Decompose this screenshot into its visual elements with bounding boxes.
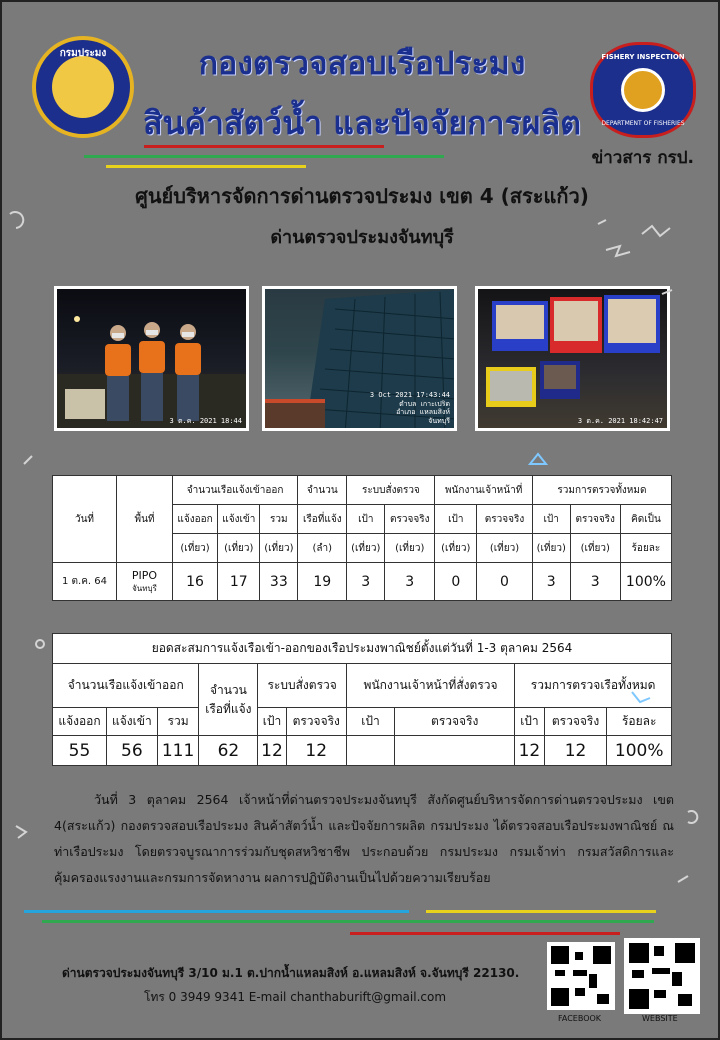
facebook-qr-label: FACEBOOK [558,1014,602,1023]
table-header-count: จำนวน [298,476,347,505]
table-subheader: รวม [260,505,298,534]
table-unit: (ลำ) [298,534,347,563]
row-value: 19 [298,563,347,601]
table-header-total: รวมการตรวจเรือทั้งหมด [515,664,672,708]
checkpoint-title: ด่านตรวจประมงจันทบุรี [270,227,454,248]
stamp-district: อำเภอ แหลมสิงห์ [396,408,450,417]
row-value: 111 [157,736,199,766]
row-value: 16 [173,563,218,601]
table-subheader: ตรวจจริง [477,505,533,534]
table-subheader: ร้อยละ [607,708,672,736]
report-paragraph-text: วันที่ 3 ตุลาคม 2564 เจ้าหน้าที่ด่านตรวจประมงจันทบุรี สังกัดศูนย์บริหารจัดการด่านตรวจประมง เขต 4(สระแก้ว) กองตรวจสอบเรือประมง สินค้าสัตว์น้ำ และปัจจัยการผลิต กรมประมง ได้ตรวจสอบเรือประมงพาณิชย์ ณ ท่าเรือประมง โดยตรวจบูรณาการร่วมกับชุดสหวิชาชีพ ประกอบด้วย กรมประมง กรมเจ้าท่า กรมสวัสดิการและคุ้มครองแรงงานและกรมการจัดหางาน ผลการปฏิบัติงานเป็นไปด้วยความเรียบร้อย [54,792,674,885]
table-unit: (เที่ยว) [173,534,218,563]
stamp-subdistrict: ตำบล เกาะเปริด [399,399,450,408]
row-value: 3 [570,563,620,601]
table-subheader: รวม [157,708,199,736]
page-title-line1: กองตรวจสอบเรือประมง [198,44,526,82]
table-subheader: แจ้งออก [53,708,107,736]
footer-address: ด่านตรวจประมงจันทบุรี 3/10 ม.1 ต.ปากน้ำแหลมสิงห์ อ.แหลมสิงห์ จ.จันทบุรี 22130. [62,966,520,980]
page-title-line2: สินค้าสัตว์น้ำ และปัจจัยการผลิต [143,104,581,142]
row-date: 1 ต.ค. 64 [53,563,117,601]
logo-left-text: กรมประมง [59,48,107,59]
row-value: 0 [477,563,533,601]
table-header-boats: จำนวนเรือแจ้งเข้าออก [53,664,199,708]
footer-contact: โทร 0 3949 9341 E-mail chanthaburift@gmail.com [144,990,447,1004]
table-unit: (เที่ยว) [347,534,385,563]
table-subheader: แจ้งเข้า [107,708,158,736]
website-qr-label: WEBSITE [642,1014,678,1023]
row-value: 3 [347,563,385,601]
table-subheader: แจ้งออก [173,505,218,534]
table-header-area: พื้นที่ [117,476,173,563]
row-value: 56 [107,736,158,766]
table-subheader: ตรวจจริง [395,708,515,736]
center-title: ศูนย์บริหารจัดการด่านตรวจประมง เขต 4 (สระแก้ว) [135,184,589,208]
table-subheader: เรือที่แจ้ง [298,505,347,534]
table-header-boats: จำนวนเรือแจ้งเข้าออก [173,476,298,505]
table-subheader: ตรวจจริง [385,505,435,534]
table-subheader: ตรวจจริง [286,708,346,736]
table-header-system: ระบบสั่งตรวจ [347,476,435,505]
photo-timestamp: 3 ต.ค. 2021 18:44 [169,416,242,425]
table-subheader: เป้า [347,505,385,534]
table-unit: (เที่ยว) [385,534,435,563]
table-unit: (เที่ยว) [435,534,477,563]
table-subheader: ตรวจจริง [544,708,607,736]
table-unit: (เที่ยว) [218,534,260,563]
table-subheader: เป้า [346,708,394,736]
table-unit: ร้อยละ [620,534,671,563]
row-value: 100% [620,563,671,601]
table-subheader: เป้า [532,505,570,534]
row-value: 3 [532,563,570,601]
stamp-date: 3 Oct 2021 17:43:44 [369,391,450,400]
news-label: ข่าวสาร กรป. [591,148,694,168]
row-value: 100% [607,736,672,766]
table-header-system: ระบบสั่งตรวจ [258,664,346,708]
row-value: 12 [258,736,286,766]
row-value: 3 [385,563,435,601]
table-unit: (เที่ยว) [532,534,570,563]
cumulative-table-title: ยอดสะสมการแจ้งเรือเข้า-ออกของเรือประมงพาณิชย์ตั้งแต่วันที่ 1-3 ตุลาคม 2564 [53,634,672,664]
decorative-shapes [2,2,720,1040]
row-value: 12 [286,736,346,766]
table-header-officer: พนักงานเจ้าหน้าที่ [435,476,532,505]
table-subheader: ตรวจจริง [570,505,620,534]
table-subheader: คิดเป็น [620,505,671,534]
table-unit: (เที่ยว) [260,534,298,563]
table-subheader: เป้า [258,708,286,736]
row-value: 62 [199,736,258,766]
table-subheader: เป้า [515,708,544,736]
table-header-count: จำนวน เรือที่แจ้ง [199,664,258,736]
row-value: 33 [260,563,298,601]
table-subheader: แจ้งเข้า [218,505,260,534]
table-unit: (เที่ยว) [477,534,533,563]
row-value: 12 [544,736,607,766]
table-header-date: วันที่ [53,476,117,563]
row-value: 0 [435,563,477,601]
logo-right-top-text: FISHERY INSPECTION [601,53,685,61]
logo-right-bottom-text: DEPARTMENT OF FISHERIES [601,120,685,127]
table-subheader: เป้า [435,505,477,534]
row-value: 55 [53,736,107,766]
row-area-code: PIPO [131,568,158,582]
row-area-name: จันทบุรี [132,583,157,593]
stamp-province: จันทบุรี [428,416,450,425]
table-header-total: รวมการตรวจทั้งหมด [532,476,671,505]
photo-timestamp: 3 ต.ค. 2021 18:42:47 [577,416,663,425]
row-value: 17 [218,563,260,601]
table-unit: (เที่ยว) [570,534,620,563]
row-value: 12 [515,736,544,766]
table-header-officer: พนักงานเจ้าหน้าที่สั่งตรวจ [346,664,514,708]
